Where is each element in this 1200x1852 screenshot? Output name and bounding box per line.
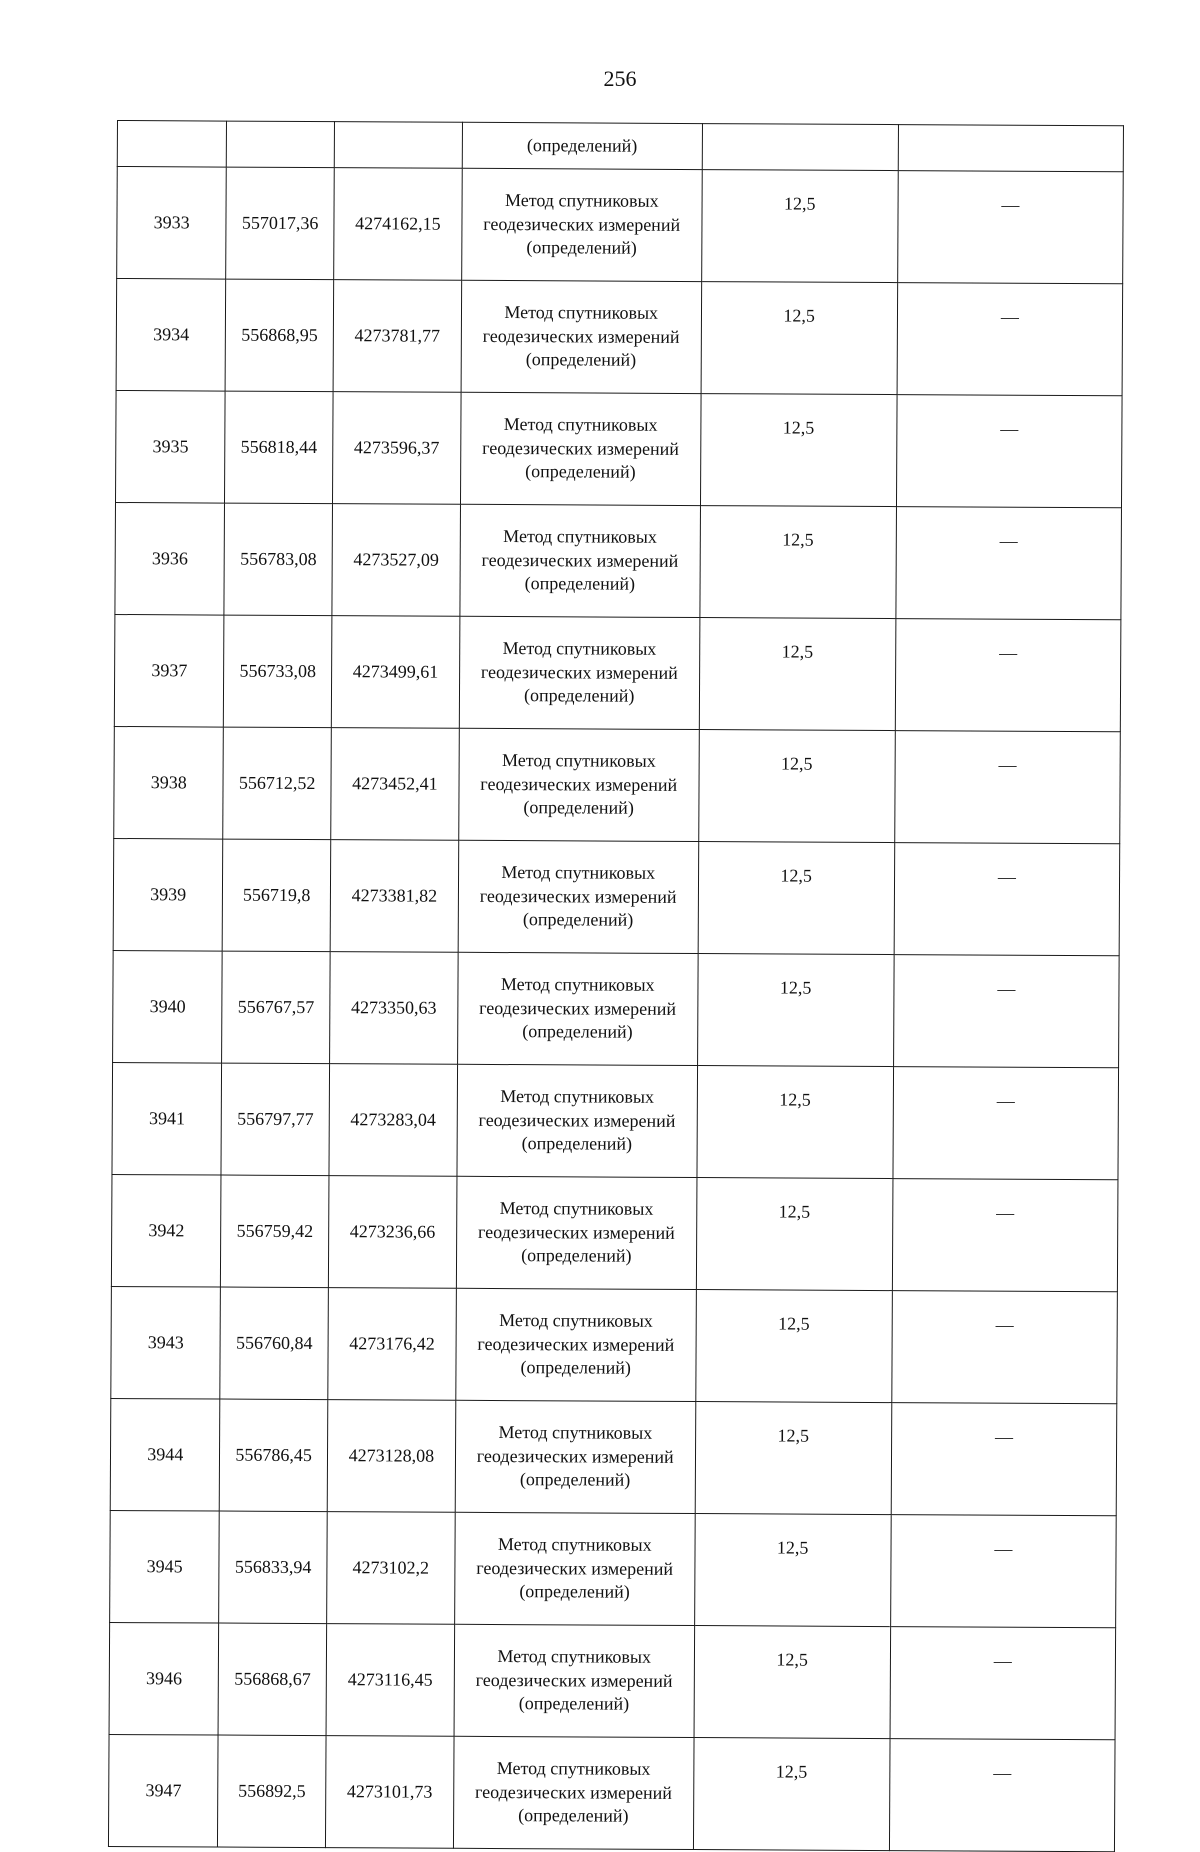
note-cell: — [890, 1627, 1116, 1740]
continuation-row [117, 121, 1123, 172]
method-cell: Метод спутниковых геодезических измерений (определений) [456, 1176, 696, 1289]
table-row [110, 1510, 1117, 1627]
y-coordinate-cell: 4273101,73 [325, 1736, 454, 1849]
note-cell: — [890, 1515, 1116, 1628]
accuracy-cell: 12,5 [700, 394, 897, 507]
y-coordinate-cell: 4273452,41 [331, 728, 460, 841]
accuracy-cell: 12,5 [699, 506, 896, 619]
point-number-cell: 3936 [115, 502, 225, 615]
x-coordinate-cell: 556868,95 [226, 279, 334, 392]
x-coordinate-cell: 556818,44 [225, 391, 333, 504]
note-cell: — [893, 955, 1119, 1068]
y-coordinate-cell: 4273236,66 [328, 1176, 457, 1289]
accuracy-cell: 12,5 [701, 170, 898, 283]
point-number-cell: 3935 [115, 390, 225, 503]
x-coordinate-cell: 557017,36 [226, 167, 334, 280]
table-body [108, 121, 1123, 1852]
method-cell: Метод спутниковых геодезических измерений (определений) [459, 616, 699, 729]
table-row [108, 1734, 1115, 1851]
coordinates-table [108, 120, 1124, 1852]
y-coordinate-cell: 4273781,77 [333, 280, 462, 393]
accuracy-cell: 12,5 [695, 1402, 892, 1515]
y-coordinate-cell: 4273596,37 [332, 392, 461, 505]
x-coordinate-cell: 556712,52 [223, 727, 331, 840]
x-coordinate-cell: 556767,57 [222, 951, 330, 1064]
y-coordinate-cell: 4273499,61 [331, 616, 460, 729]
table-row [115, 502, 1122, 619]
y-coordinate-cell: 4273350,63 [329, 952, 458, 1065]
note-cell: — [897, 283, 1123, 396]
point-number-cell: 3938 [114, 726, 224, 839]
x-coordinate-cell: 556833,94 [219, 1511, 327, 1624]
table-row [114, 726, 1121, 843]
point-number-cell: 3940 [113, 950, 223, 1063]
x-coordinate-cell: 556759,42 [221, 1175, 329, 1288]
table-cell [898, 125, 1123, 172]
accuracy-cell: 12,5 [694, 1626, 891, 1739]
y-coordinate-cell: 4273102,2 [327, 1512, 456, 1625]
x-coordinate-cell: 556733,08 [224, 615, 332, 728]
method-cell: (определений) [462, 122, 702, 169]
y-coordinate-cell: 4273381,82 [330, 840, 459, 953]
note-cell: — [895, 619, 1121, 732]
accuracy-cell: 12,5 [697, 954, 894, 1067]
accuracy-cell: 12,5 [696, 1178, 893, 1291]
table-row [112, 1062, 1119, 1179]
accuracy-cell: 12,5 [695, 1290, 892, 1403]
accuracy-cell: 12,5 [699, 618, 896, 731]
table-row [117, 167, 1124, 284]
table-row [113, 950, 1120, 1067]
note-cell: — [892, 1291, 1118, 1404]
accuracy-cell: 12,5 [697, 1066, 894, 1179]
accuracy-cell: 12,5 [694, 1514, 891, 1627]
method-cell: Метод спутниковых геодезических измерений (определений) [458, 840, 698, 953]
x-coordinate-cell: 556892,5 [218, 1735, 326, 1848]
page-number: 256 [603, 66, 637, 91]
y-coordinate-cell: 4273527,09 [332, 504, 461, 617]
method-cell: Метод спутниковых геодезических измерений (определений) [457, 1064, 697, 1177]
y-coordinate-cell: 4274162,15 [334, 168, 463, 281]
note-cell: — [897, 171, 1123, 284]
table-row [111, 1286, 1118, 1403]
x-coordinate-cell: 556786,45 [220, 1399, 328, 1512]
method-cell: Метод спутниковых геодезических измерений (определений) [455, 1400, 695, 1513]
table-row [110, 1398, 1117, 1515]
accuracy-cell: 12,5 [698, 842, 895, 955]
note-cell: — [892, 1179, 1118, 1292]
y-coordinate-cell: 4273116,45 [326, 1624, 455, 1737]
point-number-cell: 3947 [108, 1734, 218, 1847]
x-coordinate-cell: 556783,08 [224, 503, 332, 616]
point-number-cell: 3941 [112, 1062, 222, 1175]
method-cell: Метод спутниковых геодезических измерений (определений) [461, 280, 701, 393]
accuracy-cell: 12,5 [701, 282, 898, 395]
point-number-cell: 3942 [111, 1174, 221, 1287]
point-number-cell: 3946 [109, 1622, 219, 1735]
point-number-cell: 3933 [117, 167, 227, 280]
table-cell [334, 122, 462, 169]
x-coordinate-cell: 556719,8 [223, 839, 331, 952]
method-cell: Метод спутниковых геодезических измерений (определений) [454, 1624, 694, 1737]
point-number-cell: 3943 [111, 1286, 221, 1399]
table-row [116, 279, 1123, 396]
method-cell: Метод спутниковых геодезических измерений (определений) [460, 504, 700, 617]
accuracy-cell: 12,5 [698, 730, 895, 843]
x-coordinate-cell: 556868,67 [219, 1623, 327, 1736]
y-coordinate-cell: 4273128,08 [327, 1400, 456, 1513]
table-cell [702, 124, 898, 171]
method-cell: Метод спутниковых геодезических измерений (определений) [462, 168, 702, 281]
point-number-cell: 3937 [114, 614, 224, 727]
note-cell: — [895, 731, 1121, 844]
note-cell: — [893, 1067, 1119, 1180]
y-coordinate-cell: 4273283,04 [329, 1064, 458, 1177]
point-number-cell: 3939 [113, 838, 223, 951]
method-cell: Метод спутниковых геодезических измерений (определений) [460, 392, 700, 505]
x-coordinate-cell: 556797,77 [221, 1063, 329, 1176]
method-cell: Метод спутниковых геодезических измерений (определений) [456, 1288, 696, 1401]
table-row [113, 838, 1120, 955]
method-cell: Метод спутниковых геодезических измерений (определений) [459, 728, 699, 841]
method-cell: Метод спутниковых геодезических измерений (определений) [455, 1512, 695, 1625]
x-coordinate-cell: 556760,84 [220, 1287, 328, 1400]
y-coordinate-cell: 4273176,42 [328, 1288, 457, 1401]
table-cell [117, 121, 227, 168]
table-row [111, 1174, 1118, 1291]
note-cell: — [891, 1403, 1117, 1516]
note-cell: — [894, 843, 1120, 956]
point-number-cell: 3934 [116, 279, 226, 392]
note-cell: — [889, 1739, 1115, 1852]
point-number-cell: 3944 [110, 1398, 220, 1511]
table-row [114, 614, 1121, 731]
note-cell: — [896, 507, 1122, 620]
table-row [109, 1622, 1116, 1739]
table-cell [227, 121, 335, 168]
method-cell: Метод спутниковых геодезических измерений (определений) [457, 952, 697, 1065]
table-row [115, 390, 1122, 507]
point-number-cell: 3945 [110, 1510, 220, 1623]
note-cell: — [896, 395, 1122, 508]
accuracy-cell: 12,5 [693, 1738, 890, 1851]
method-cell: Метод спутниковых геодезических измерений (определений) [453, 1736, 693, 1849]
